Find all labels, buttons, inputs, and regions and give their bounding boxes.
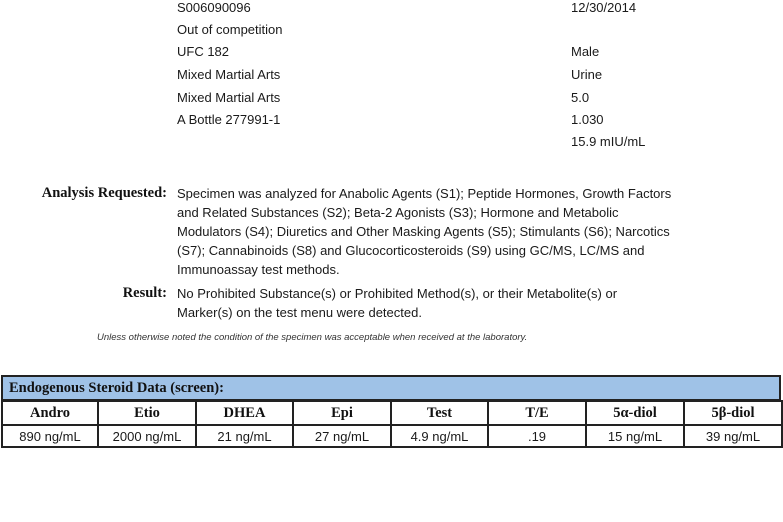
- table-cell: 4.9 ng/mL: [391, 425, 488, 447]
- table-cell: 2000 ng/mL: [98, 425, 196, 447]
- column-header: T/E: [488, 401, 586, 425]
- table-title: Endogenous Steroid Data (screen):: [1, 375, 781, 400]
- field-value: Mixed Martial Arts: [177, 90, 281, 105]
- column-header: 5β-diol: [684, 401, 782, 425]
- field-value: 12/30/2014: [571, 0, 637, 15]
- result-text: [177, 284, 617, 322]
- table-cell: 890 ng/mL: [2, 425, 98, 447]
- field-value: 5.0: [571, 90, 590, 105]
- analysis-line: Specimen was analyzed for Anabolic Agents (S1); Peptide Hormones, Growth Factors: [177, 186, 672, 201]
- column-header: DHEA: [196, 401, 293, 425]
- field-value: 15.9 mIU/mL: [571, 134, 646, 149]
- field-value: Male: [571, 44, 600, 59]
- column-header: 5α-diol: [586, 401, 684, 425]
- table-cell: 21 ng/mL: [196, 425, 293, 447]
- column-header: Test: [391, 401, 488, 425]
- table-cell: .19: [488, 425, 586, 447]
- field-value: Out of competition: [177, 22, 283, 37]
- analysis-line: (S7); Cannabinoids (S8) and Glucocorticosteroids (S9) using GC/MS, LC/MS and: [177, 243, 645, 258]
- field-value: Urine: [571, 67, 603, 82]
- column-header: Andro: [2, 401, 98, 425]
- field-value: UFC 182: [177, 44, 230, 59]
- table-header-row: [2, 401, 782, 425]
- table-row: [2, 425, 782, 447]
- analysis-line: and Related Substances (S2); Beta-2 Agonists (S3); Hormone and Metabolic: [177, 205, 619, 220]
- field-value: S006090096: [177, 0, 251, 15]
- column-header: Etio: [98, 401, 196, 425]
- result-line: No Prohibited Substance(s) or Prohibited Method(s), or their Metabolite(s) or: [177, 286, 618, 301]
- analysis-text: [177, 184, 671, 279]
- specimen-condition-note: Unless otherwise noted the condition of the specimen was acceptable when received at the laboratory.: [97, 332, 528, 343]
- table-cell: 15 ng/mL: [586, 425, 684, 447]
- field-value: A Bottle 277991-1: [177, 112, 281, 127]
- column-header: Epi: [293, 401, 391, 425]
- table-cell: 27 ng/mL: [293, 425, 391, 447]
- result-label: Result:: [122, 285, 167, 301]
- analysis-line: Modulators (S4); Diuretics and Other Masking Agents (S5); Stimulants (S6); Narcotics: [177, 224, 670, 239]
- result-line: Marker(s) on the test menu were detected.: [177, 305, 422, 320]
- steroid-data-table: [1, 375, 781, 448]
- table-cell: 39 ng/mL: [684, 425, 782, 447]
- steroid-table: [1, 400, 783, 448]
- analysis-label: Analysis Requested:: [41, 185, 167, 201]
- field-value: 1.030: [571, 112, 604, 127]
- field-value: Mixed Martial Arts: [177, 67, 281, 82]
- analysis-line: Immunoassay test methods.: [177, 262, 340, 277]
